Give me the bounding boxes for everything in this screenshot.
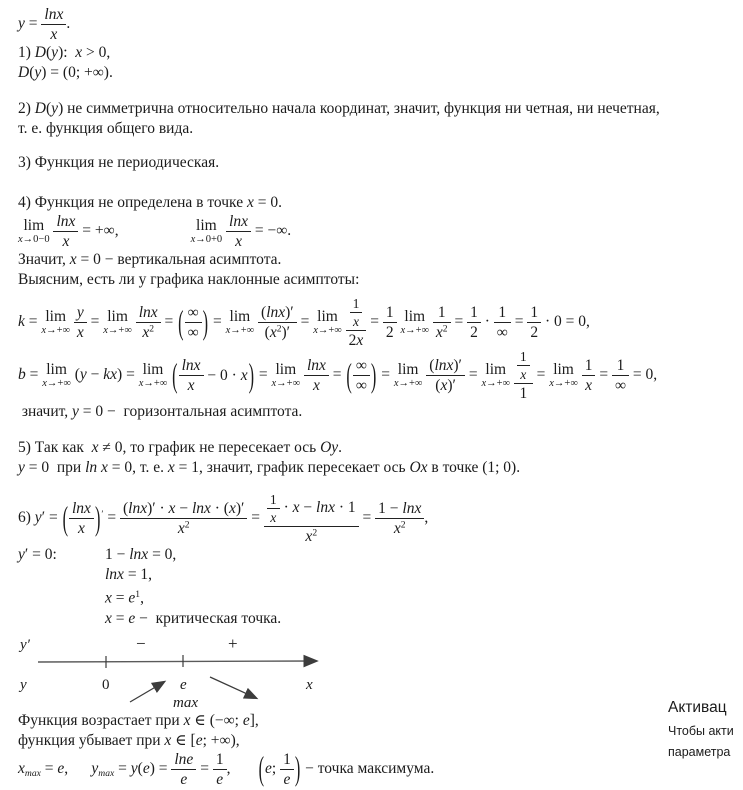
increasing-interval: Функция возрастает при x ∈ (−∞; e], [18,711,259,729]
step4-undefined-point: 4) Функция не определена в точке x = 0. [18,194,282,212]
step5-ox-intersection: y = 0 при ln x = 0, т. е. x = 1, значит, график пересекает ось Ox в точке (1; 0). [18,459,521,477]
step2-parity-line2: т. е. функция общего вида. [18,120,194,138]
step1-domain-result: D(y) = (0; +∞). [18,64,113,82]
yprime-axis-label: y′ [20,636,30,653]
step6-derivative: 6) y′ = ( lnx x ) ′ = $\frac{(\ln x)' \cdot x - \ln x \cdot (x)'}{x^2}$ = $\frac{1}{x}$ · x − lnx · 1 $x^2$ = $\frac{1 - \ln x}{x^2}$ , [18,492,429,546]
windows-activation-watermark-title: Активац [668,699,727,716]
derivative-zero-row [18,545,743,565]
step3-periodicity: 3) Функция не периодическая. [18,154,220,172]
b-limit-line: b = lim x→+∞ (y − kx) = lim x→+∞ ( lnx x − 0 · x ) = lim x→+∞ $\frac{\ln x}{x}$ = ( ∞ ∞ ) = lim x→+∞ $\frac{(\ln x)'}{(x)'}$ = lim x→+∞ $\frac{\frac{1}{x}}{1}$ = lim x→+∞ $\frac{1}{x}$ = 1 ∞ = 0, [18,349,658,403]
max-label: max [173,694,198,711]
horizontal-asymptote: значит, y = 0 − горизонтальная асимптота. [18,403,303,421]
limit-right: lim x→0+0 $\frac{\ln x}{x}$ = −∞. [190,213,292,251]
step4-limits-row [18,213,743,250]
y-axis-label: y [20,676,27,693]
k-limit-line: k = lim x→+∞ $\frac{y}{x}$ = lim x→+∞ $\frac{\ln x}{x^2}$ = ( ∞ ∞ ) = lim x→+∞ $\frac{(\ln x)'}{(x^2)'}$ = lim x→+∞ $\frac{\frac{1}{x}}{2x}$ = $\frac{1}{2}$ lim x→+∞ $\frac{1}{x^2}$ = $\frac{1}{2}$ · 1 ∞ = $\frac{1}{2}$ · 0 = 0, [18,296,590,350]
decrease-arrow-icon [210,677,256,698]
increase-arrow-icon [130,682,164,702]
e-label: e [180,676,187,693]
derivative-eq4: x = e − критическая точка. [105,609,282,627]
x-axis-label: x [306,676,313,693]
step2-parity-line1: 2) D(y) не симметрична относительно начала координат, значит, функция ни четная, ни нечетная, [18,100,660,118]
derivative-eq3: $x = e^1$, [105,589,144,607]
vertical-asymptote: Значит, x = 0 − вертикальная асимптота. [18,251,282,269]
step1-domain-condition: 1) D(y): x > 0, [18,44,111,62]
decreasing-interval: функция убывает при x ∈ [e; +∞), [18,731,240,749]
derivative-zero-label: y′ = 0: [18,546,57,564]
minus-sign: − [136,633,146,653]
maximum-point-line: $x_{max} = e$, $y_{max} = y(e)$ = $\frac{\ln e}{e}$ = $\frac{1}{e}$ , ( e ; 1 e ) − точка максимума. [18,750,435,788]
formula-main: y = $\frac{\ln x}{x}$ . [18,6,71,44]
derivative-eq2: lnx = 1, [105,566,153,584]
sign-number-line [18,631,358,711]
windows-activation-watermark-line3: параметра [668,745,731,759]
step5-oy-intersection: 5) Так как x ≠ 0, то график не пересекает ось Oy. [18,439,343,457]
derivative-eq1: 1 − lnx = 0, [105,546,177,564]
plus-sign: + [228,633,238,653]
limit-left: lim x→0−0 $\frac{\ln x}{x}$ = +∞, [18,213,119,251]
zero-label: 0 [102,676,110,693]
oblique-asymptote-intro: Выясним, есть ли у графика наклонные асимптоты: [18,271,360,289]
windows-activation-watermark-line2: Чтобы акти [668,724,734,738]
number-line-axis [38,661,316,662]
